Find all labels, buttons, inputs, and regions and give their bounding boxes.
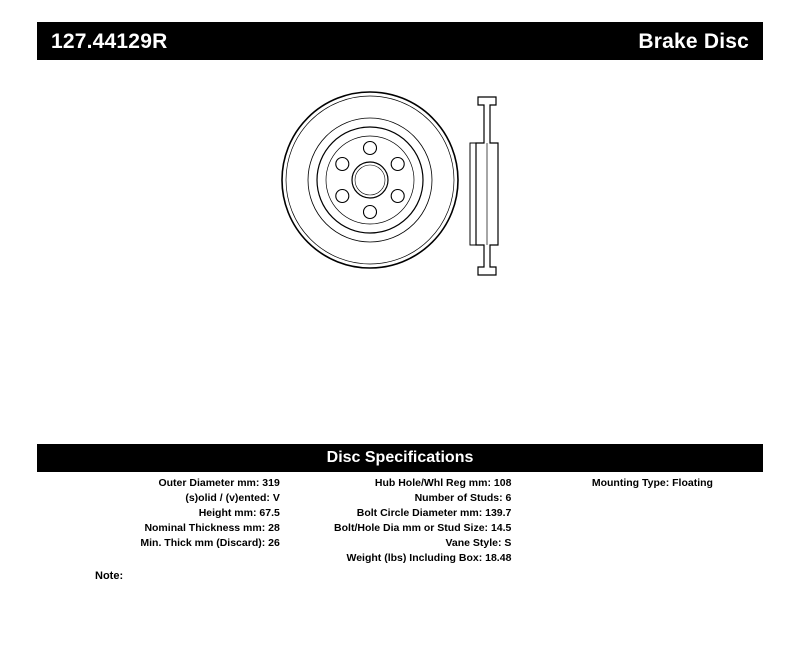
spec-title-bar — [37, 444, 763, 472]
part-number: 127.44129R — [51, 29, 168, 53]
spec-item: Min. Thick mm (Discard): 26 — [140, 537, 280, 549]
spec-item: Bolt Circle Diameter mm: 139.7 — [356, 507, 512, 519]
product-type-label: Brake Disc — [638, 29, 749, 53]
spec-columns — [37, 476, 763, 586]
brake-disc-edge-view — [470, 97, 498, 275]
spec-column-left — [37, 476, 284, 551]
spec-item: (s)olid / (v)ented: V — [185, 492, 280, 504]
spec-item: Vane Style: S — [445, 537, 512, 549]
spec-item: Nominal Thickness mm: 28 — [144, 522, 280, 534]
brake-disc-face-view — [282, 92, 458, 268]
spec-column-middle — [284, 476, 524, 566]
spec-item: Weight (lbs) Including Box: 18.48 — [346, 552, 512, 564]
technical-drawing — [260, 85, 550, 305]
spec-item: Mounting Type: Floating — [591, 477, 713, 489]
spec-title: Disc Specifications — [326, 449, 474, 466]
spec-column-right — [523, 476, 763, 491]
spec-item: Number of Studs: 6 — [414, 492, 512, 504]
spec-item: Bolt/Hole Dia mm or Stud Size: 14.5 — [334, 522, 512, 534]
note-label: Note: — [95, 570, 124, 582]
spec-item: Outer Diameter mm: 319 — [158, 477, 280, 489]
spec-item: Hub Hole/Whl Reg mm: 108 — [374, 477, 512, 489]
spec-item: Height mm: 67.5 — [198, 507, 280, 519]
header-bar — [37, 22, 763, 60]
